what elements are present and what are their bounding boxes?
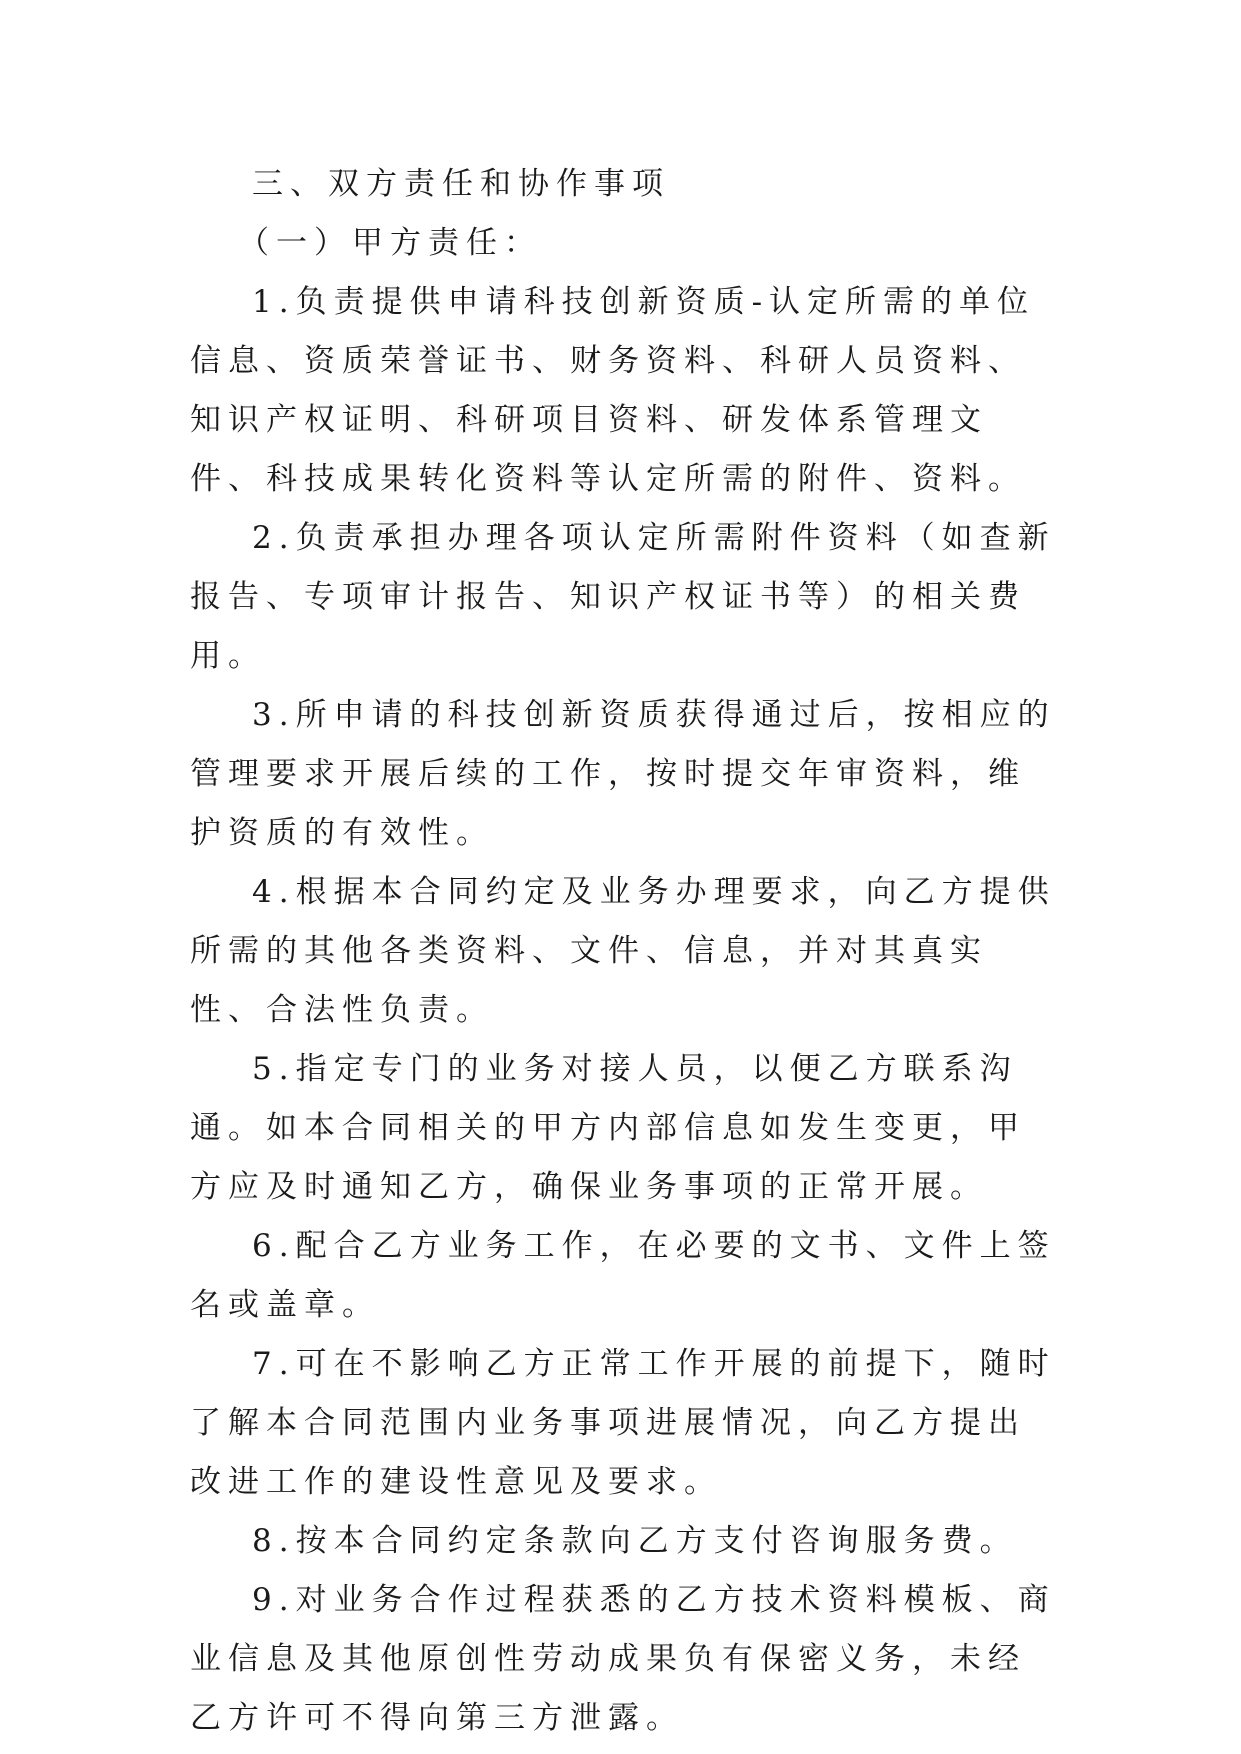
clause-1: 1.负责提供申请科技创新资质-认定所需的单位信息、资质荣誉证书、财务资料、科研人员资料、知识产权证明、科研项目资料、研发体系管理文件、科技成果转化资料等认定所需的附件、资料。 bbox=[190, 284, 1036, 497]
clause-7: 7.可在不影响乙方正常工作开展的前提下，随时了解本合同范围内业务事项进展情况，向乙方提出改进工作的建设性意见及要求。 bbox=[190, 1346, 1056, 1500]
clause-5: 5.指定专门的业务对接人员，以便乙方联系沟通。如本合同相关的甲方内部信息如发生变更，甲方应及时通知乙方，确保业务事项的正常开展。 bbox=[190, 1051, 1026, 1205]
section-title: 三、双方责任和协作事项 bbox=[252, 166, 670, 202]
clause-8: 8.按本合同约定条款向乙方支付咨询服务费。 bbox=[252, 1523, 1018, 1559]
clause-3: 3.所申请的科技创新资质获得通过后，按相应的管理要求开展后续的工作，按时提交年审资料，维护资质的有效性。 bbox=[190, 697, 1056, 851]
clause-6: 6.配合乙方业务工作，在必要的文书、文件上签名或盖章。 bbox=[190, 1228, 1056, 1323]
subsection-title: （一）甲方责任： bbox=[238, 225, 542, 261]
clause-4: 4.根据本合同约定及业务办理要求，向乙方提供所需的其他各类资料、文件、信息，并对其真实性、合法性负责。 bbox=[190, 874, 1056, 1028]
clause-2: 2.负责承担办理各项认定所需附件资料（如查新报告、专项审计报告、知识产权证书等）的相关费用。 bbox=[190, 520, 1056, 674]
document-body bbox=[190, 155, 1060, 1748]
clause-9: 9.对业务合作过程获悉的乙方技术资料模板、商业信息及其他原创性劳动成果负有保密义务，未经乙方许可不得向第三方泄露。 bbox=[190, 1582, 1056, 1736]
